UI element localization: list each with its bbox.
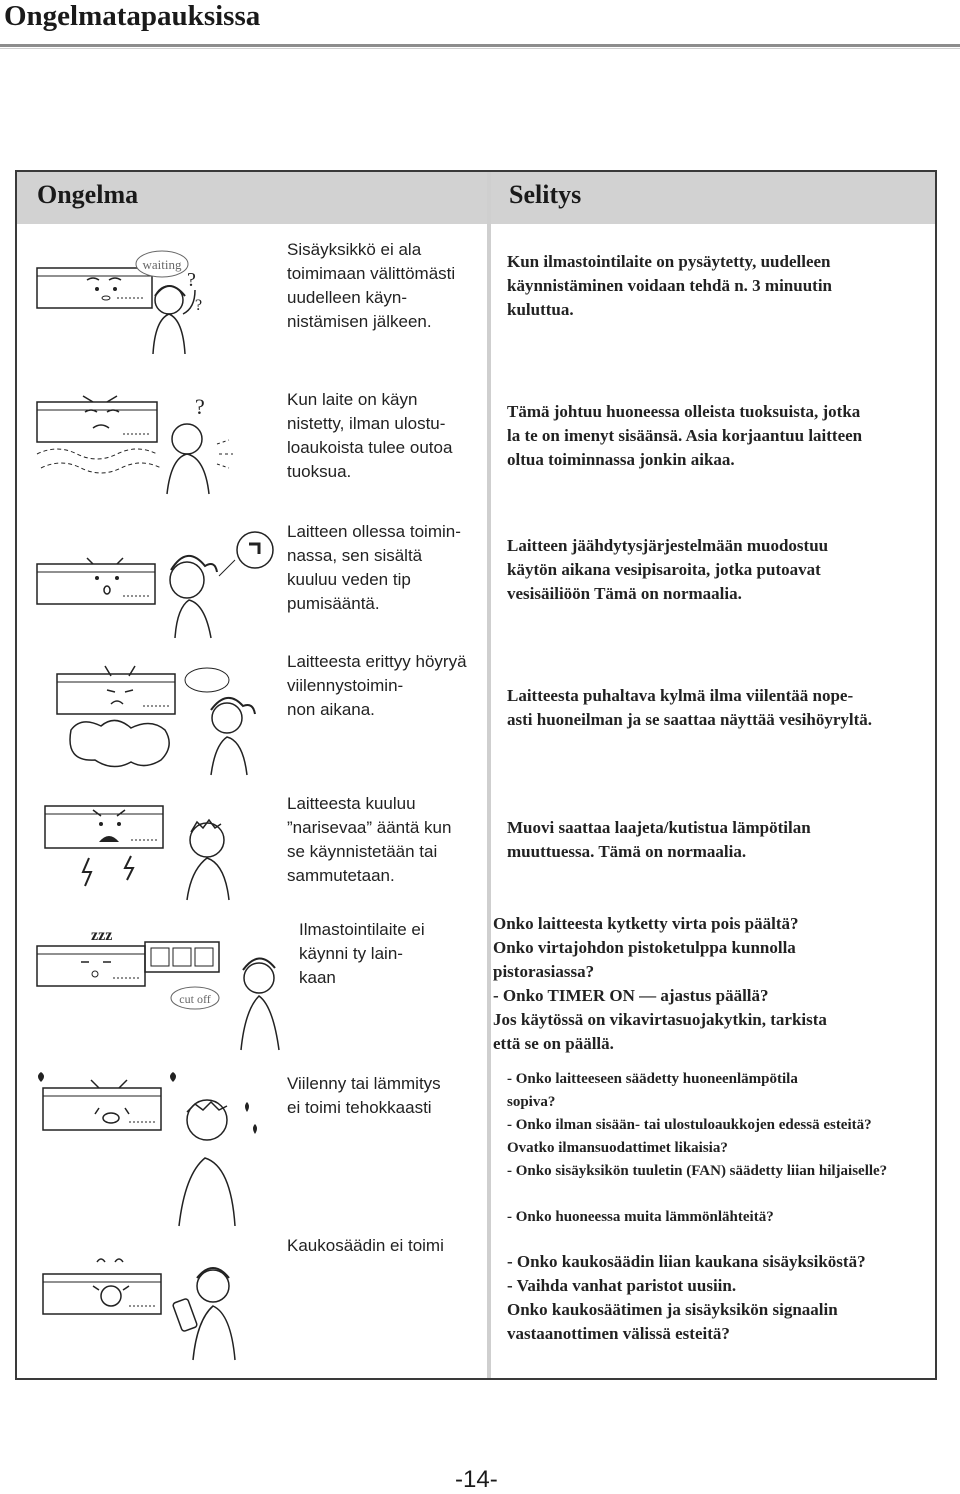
illustration-cracking-sound <box>27 792 282 902</box>
problem-text: Sisäyksikkö ei ala toimimaan välittömästi uudelleen käyn- nistämisen jälkeen. <box>287 240 456 331</box>
problem-text: Laitteesta kuuluu ”narisevaa” ääntä kun se käynnistetään tai sammutetaan. <box>287 794 452 885</box>
illustration-remote-control <box>27 1232 282 1362</box>
title-divider-thin <box>0 48 960 49</box>
explanation-text: Muovi saattaa laajeta/kutistua lämpötilan muuttuessa. Tämä on normaalia. <box>507 818 811 861</box>
page-title: Ongelmatapauksissa <box>4 0 261 32</box>
problem-text: Laitteen ollessa toimin- nassa, sen sisältä kuuluu veden tip pumisääntä. <box>287 522 461 613</box>
explanation-text: Onko laitteesta kytketty virta pois päältä? Onko virtajohdon pistoketulppa kunnolla pistorasiassa? - Onko TIMER ON — ajastus päällä? Jos käytössä on vikavirtasuojakytkin, tarkista että se on päällä. <box>493 914 827 1053</box>
table-row <box>17 520 935 640</box>
troubleshooting-table <box>15 170 937 1380</box>
problem-text: Kun laite on käyn nistetty, ilman ulostu- loaukoista tulee outoa tuoksua. <box>287 390 453 481</box>
illustration-waiting <box>27 234 282 364</box>
cut-off-label: cut off <box>179 992 211 1006</box>
header-explanation-cell <box>491 172 935 224</box>
illustration-vapor <box>27 650 282 780</box>
problem-text: Kaukosäädin ei toimi <box>287 1236 444 1255</box>
explanation-text: Kun ilmastointilaite on pysäytetty, uudelleen käynnistäminen voidaan tehdä n. 3 minuutin kuluttua. <box>507 252 832 319</box>
explanation-text: Laitteen jäähdytysjärjestelmään muodostuu käytön aikana vesipisaroita, jotka putoavat vesisäiliöön Tämä on normaalia. <box>507 536 829 603</box>
page-number: -14- <box>455 1466 498 1493</box>
table-row <box>17 912 935 1052</box>
svg-text:?: ? <box>187 269 196 291</box>
table-row <box>17 792 935 902</box>
header-problem-cell <box>17 172 487 224</box>
problem-text: Viilenny tai lämmitys ei toimi tehokkaasti <box>287 1074 441 1117</box>
illustration-odor <box>27 384 282 504</box>
table-row <box>17 1068 935 1228</box>
explanation-text: - Onko kaukosäädin liian kaukana sisäyksiköstä? - Vaihda vanhat paristot uusiin. Onko kaukosäätimen ja sisäyksikön signaalin vastaanottimen välissä esteitä? <box>507 1252 866 1343</box>
table-row <box>17 384 935 504</box>
illustration-poor-cooling <box>27 1068 282 1228</box>
header-explanation: Selitys <box>509 180 582 209</box>
svg-text:?: ? <box>195 394 205 419</box>
illustration-no-power <box>27 912 282 1052</box>
table-row <box>17 1232 935 1362</box>
illustration-water-drip <box>27 520 282 640</box>
explanation-text: Tämä johtuu huoneessa olleista tuoksuista, jotka la te on imenyt sisäänsä. Asia korjaantuu laitteen oltua toiminnassa jonkin aikaa. <box>507 402 863 469</box>
svg-text:zzz: zzz <box>91 927 113 944</box>
table-row <box>17 650 935 780</box>
title-divider <box>0 44 960 47</box>
explanation-text: - Onko laitteeseen säädetty huoneenlämpötila sopiva? - Onko ilman sisään- tai ulostuloaukkojen edessä esteitä? Ovatko ilmansuodattimet likaisia? - Onko sisäyksikön tuuletin (FAN) säädetty liian hiljaiselle? - Onko huoneessa muita lämmönlähteitä? <box>507 1071 888 1225</box>
problem-text: Laitteesta erittyy höyryä viilennystoimin- non aikana. <box>287 652 467 719</box>
waiting-label: waiting <box>142 257 182 272</box>
svg-text:?: ? <box>195 297 203 314</box>
explanation-text: Laitteesta puhaltava kylmä ilma viilentää nope- asti huoneilman ja se saattaa näyttää vesihöyryltä. <box>507 686 873 729</box>
problem-text: Ilmastointilaite ei käynni ty lain- kaan <box>299 920 425 987</box>
header-problem: Ongelma <box>37 180 139 209</box>
table-row <box>17 234 935 364</box>
